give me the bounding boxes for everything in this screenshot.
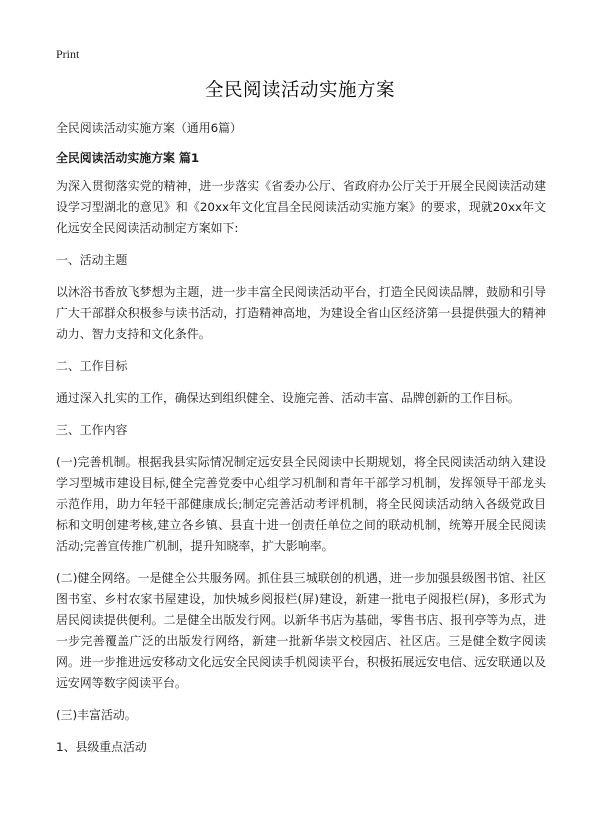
paragraph-work-goals: 通过深入扎实的工作，确保达到组织健全、设施完善、活动丰富、品牌创新的工作目标。: [56, 391, 520, 405]
paragraph-county-activities: 1、县级重点活动: [56, 740, 147, 754]
paragraph-network: (二)健全网络。一是健全公共服务网。抓住县三城联创的机遇，进一步加强县级图书馆、社区图书室、乡村农家书屋建设，加快城乡阅报栏(屏)建设，新建一批电子阅报栏(屏)，多形式为居民阅读提供便利。二是健全出版发行网。以新华书店为基础，零售书店、报刊亭等为点，进一步完善覆盖广泛的出版发行网络，新建一批新华崇文校园店、社区店。三是健全数字阅读网。进一步推进远安移动文化远安全民阅读手机阅读平台，积极拓展远安电信、远安联通以及远安网等数字阅读平台。: [56, 571, 546, 690]
document-subtitle: 全民阅读活动实施方案（通用6篇）: [56, 121, 242, 135]
page-title: 全民阅读活动实施方案: [204, 80, 395, 101]
paragraph-improve-mechanism: (一)完善机制。根据我县实际情况制定远安县全民阅读中长期规划，将全民阅读活动纳入建设学习型城市建设目标,健全完善党委中心组学习机制和青年干部学习机制，发挥领导干部龙头示范作用，助力年轻干部健康成长;制定完善活动考评机制，将全民阅读活动纳入各级党政目标和文明创建考核,建立各乡镇、县直十进一创责任单位之间的联动机制，统筹开展全民阅读活动;完善宣传推广机制，提升知晓率，扩大影响率。: [56, 455, 546, 553]
section-title: 全民阅读活动实施方案 篇1: [56, 151, 200, 165]
heading-work-content: 三、工作内容: [56, 423, 128, 437]
paragraph-activities: (三)丰富活动。: [56, 708, 137, 722]
intro-paragraph: 为深入贯彻落实党的精神，进一步落实《省委办公厅、省政府办公厅关于开展全民阅读活动建设学习型湖北的意见》和《20xx年文化宜昌全民阅读活动实施方案》的要求，现就20xx年文化远安全民阅读活动制定方案如下:: [56, 179, 546, 235]
print-link[interactable]: Print: [56, 47, 80, 61]
heading-activity-theme: 一、活动主题: [56, 253, 128, 267]
document-body: [56, 118, 546, 769]
heading-work-goals: 二、工作目标: [56, 359, 128, 373]
paragraph-activity-theme: 以沐浴书香放飞梦想为主题，进一步丰富全民阅读活动平台，打造全民阅读品牌，鼓励和引导广大干部群众积极参与读书活动，打造精神高地，为建设全省山区经济第一县提供强大的精神动力、智力支持和文化条件。: [56, 285, 546, 341]
